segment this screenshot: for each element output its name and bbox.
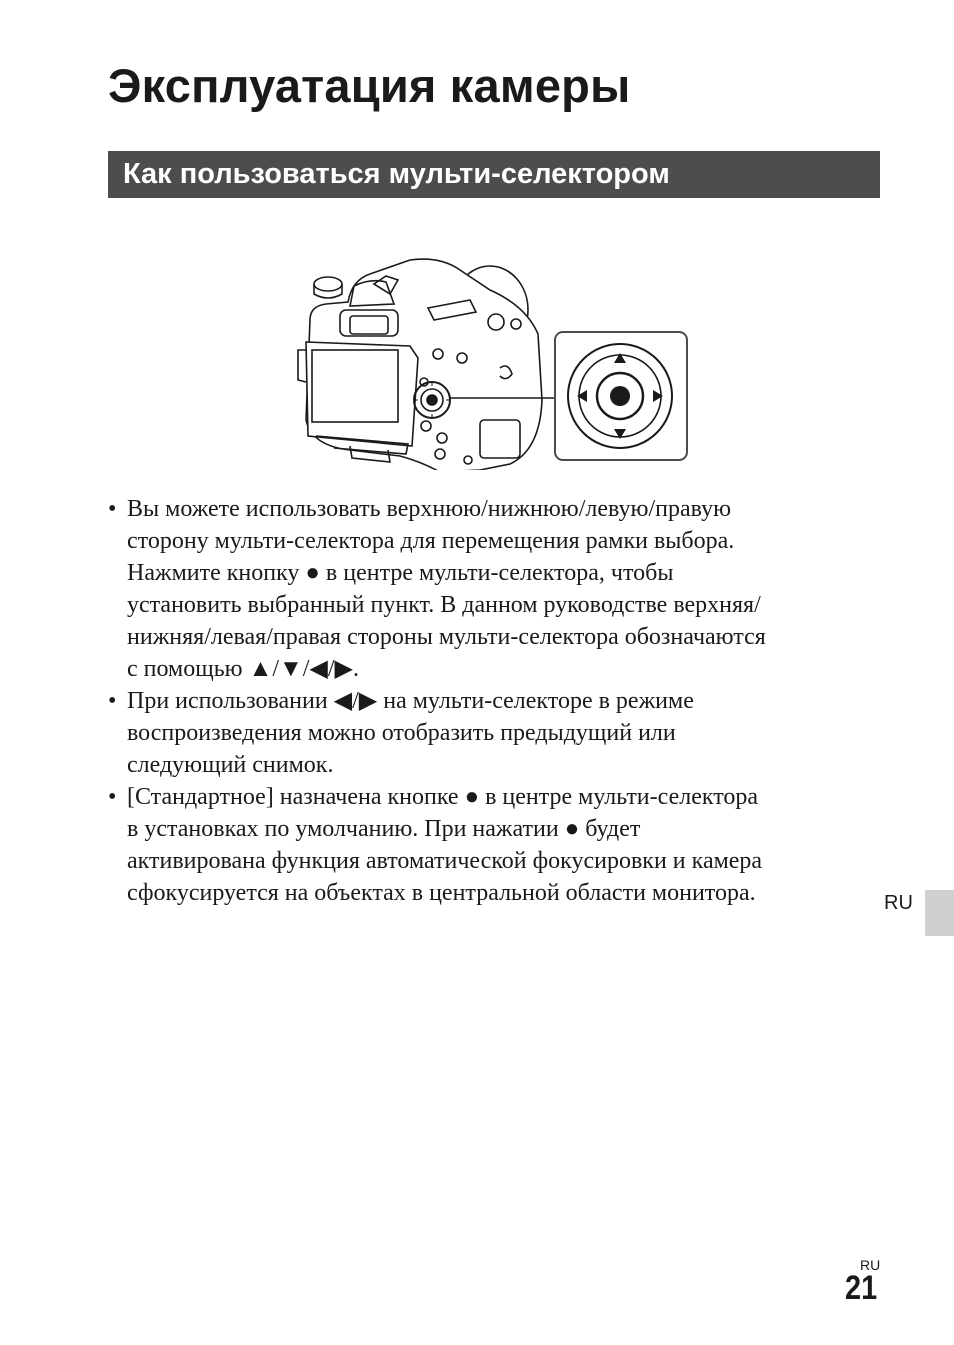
page-number: 21	[845, 1269, 878, 1307]
instruction-list	[108, 493, 888, 909]
list-item: • [Стандартное] назначена кнопке ● в центре мульти-селектора в установках по умолчанию. При нажатии ● будет активирована функция автоматической фокусировки и камера сфокусируется на объектах в центральной области монитора.	[108, 781, 888, 909]
list-item: • При использовании ◀/▶ на мульти-селекторе в режиме воспроизведения можно отобразить предыдущий или следующий снимок.	[108, 685, 888, 781]
camera-figure	[290, 250, 690, 470]
side-language-label: RU	[884, 892, 913, 914]
section-heading: Как пользоваться мульти-селектором	[108, 151, 880, 198]
camera-back-illustration	[298, 259, 556, 470]
multi-selector-icon	[555, 332, 687, 460]
side-tab-marker	[925, 890, 954, 936]
page-title: Эксплуатация камеры	[108, 59, 631, 112]
list-item: • Вы можете использовать верхнюю/нижнюю/левую/правую сторону мульти-селектора для перемещения рамки выбора. Нажмите кнопку ● в центре мульти-селектора, чтобы установить выбранный пункт. В данном руководстве верхняя/ нижняя/левая/правая стороны мульти-селектора обозначаются с помощью ▲/▼/◀/▶.	[108, 493, 888, 685]
footer-language-label: RU	[860, 1257, 881, 1273]
